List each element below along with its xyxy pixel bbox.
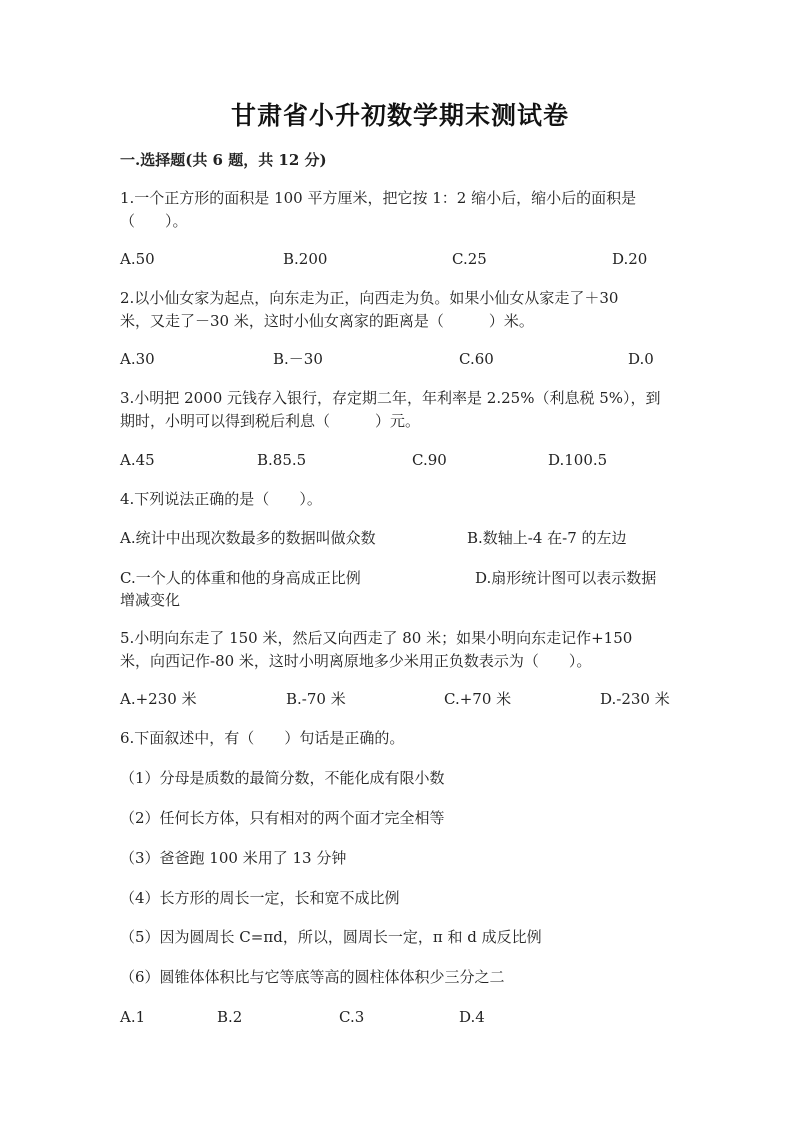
- question-3-option-c: C.90: [412, 451, 447, 469]
- question-6-statement-2: （2）任何长方体，只有相对的两个面才完全相等: [120, 809, 445, 827]
- question-1-option-b: B.200: [283, 250, 328, 268]
- question-6-statement-6: （6）圆锥体体积比与它等底等高的圆柱体体积少三分之二: [120, 968, 505, 986]
- question-5-text-cont: 米，向西记作-80 米，这时小明离原地多少米用正负数表示为（ ）。: [120, 652, 592, 670]
- question-6-option-b: B.2: [217, 1008, 243, 1026]
- question-4-option-c: C.一个人的体重和他的身高成正比例: [120, 569, 361, 587]
- question-5-option-d: D.-230 米: [600, 690, 670, 708]
- question-5-text: 5.小明向东走了 150 米，然后又向西走了 80 米；如果小明向东走记作+150: [120, 629, 633, 647]
- question-3-text-cont: 期时，小明可以得到税后利息（ ）元。: [120, 412, 421, 430]
- question-3-option-d: D.100.5: [548, 451, 608, 469]
- question-3-option-a: A.45: [120, 451, 155, 469]
- question-4-text: 4.下列说法正确的是（ ）。: [120, 490, 322, 508]
- question-1-option-d: D.20: [612, 250, 648, 268]
- question-5-option-b: B.-70 米: [286, 690, 346, 708]
- question-2-option-c: C.60: [459, 350, 494, 368]
- question-2-text-cont: 米，又走了－30 米，这时小仙女离家的距离是（ ）米。: [120, 312, 534, 330]
- question-3-option-b: B.85.5: [257, 451, 307, 469]
- section-heading: 一.选择题(共 6 题，共 12 分): [120, 151, 327, 169]
- question-6-option-d: D.4: [459, 1008, 485, 1026]
- question-1-text: 1.一个正方形的面积是 100 平方厘米，把它按 1：2 缩小后，缩小后的面积是: [120, 189, 637, 207]
- question-2-text: 2.以小仙女家为起点，向东走为正，向西走为负。如果小仙女从家走了＋30: [120, 289, 619, 307]
- question-6-statement-4: （4）长方形的周长一定，长和宽不成比例: [120, 889, 400, 907]
- question-4-option-b: B.数轴上-4 在-7 的左边: [467, 529, 627, 547]
- question-6-statement-1: （1）分母是质数的最简分数，不能化成有限小数: [120, 769, 445, 787]
- question-4-option-d-cont: 增减变化: [120, 591, 181, 609]
- question-1-option-c: C.25: [452, 250, 487, 268]
- question-2-option-a: A.30: [120, 350, 155, 368]
- question-6-statement-5: （5）因为圆周长 C=πd，所以，圆周长一定，π 和 d 成反比例: [120, 928, 542, 946]
- page-title: 甘肃省小升初数学期末测试卷: [230, 101, 569, 130]
- question-6-option-c: C.3: [339, 1008, 365, 1026]
- question-1-option-a: A.50: [120, 250, 155, 268]
- question-2-option-d: D.0: [628, 350, 654, 368]
- question-4-option-a: A.统计中出现次数最多的数据叫做众数: [120, 529, 376, 547]
- question-5-option-c: C.+70 米: [444, 690, 512, 708]
- question-6-statement-3: （3）爸爸跑 100 米用了 13 分钟: [120, 849, 347, 867]
- question-2-option-b: B.－30: [273, 350, 323, 368]
- question-5-option-a: A.+230 米: [120, 690, 197, 708]
- question-3-text: 3.小明把 2000 元钱存入银行，存定期二年，年利率是 2.25%（利息税 5%），到: [120, 389, 661, 407]
- question-4-option-d: D.扇形统计图可以表示数据: [475, 569, 657, 587]
- question-6-option-a: A.1: [120, 1008, 146, 1026]
- question-1-text-cont: （ ）。: [120, 212, 188, 230]
- question-6-text: 6.下面叙述中，有（ ）句话是正确的。: [120, 729, 405, 747]
